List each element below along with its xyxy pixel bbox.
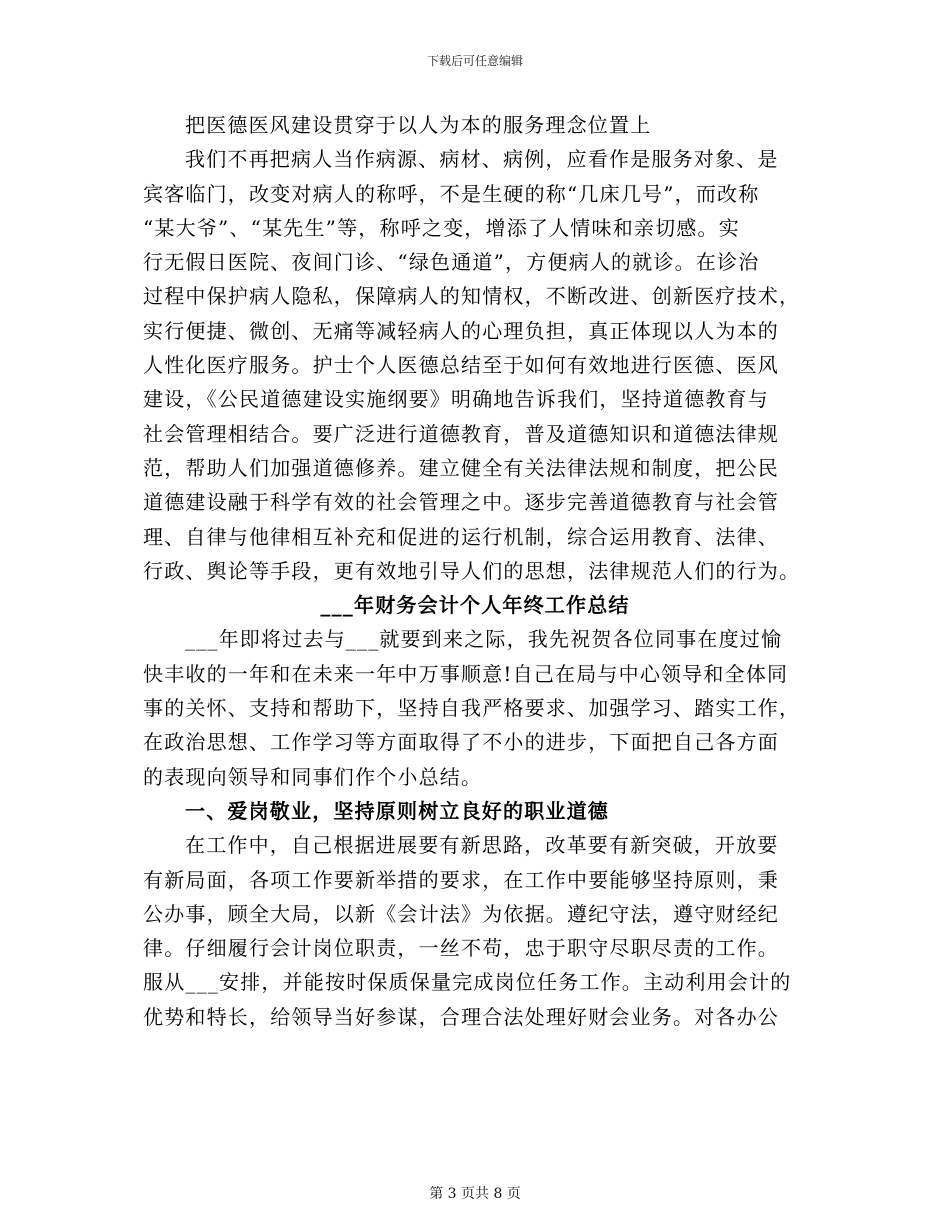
text-line: 建设，《公民道德建设实施纲要》明确地告诉我们，坚持道德教育与	[143, 387, 769, 412]
text-line: 行政、舆论等手段，更有效地引导人们的思想，法律规范人们的行为。	[143, 558, 801, 583]
text-line: 的表现向领导和同事们作个小总结。	[143, 764, 483, 789]
text-line: 宾客临门，改变对病人的称呼，不是生硬的称“几床几号”，而改称	[143, 181, 760, 206]
document-body	[143, 108, 807, 1034]
text-line: 有新局面，各项工作要新举措的要求，在工作中要能够坚持原则，秉	[143, 867, 779, 892]
text-line: 律。仔细履行会计岗位职责，一丝不苟，忠于职守尽职尽责的工作。	[143, 936, 779, 961]
text-line: 行无假日医院、夜间门诊、“绿色通道”，方便病人的就诊。在诊治	[143, 250, 760, 275]
paragraph-heading: 把医德医风建设贯穿于以人为本的服务理念位置上	[185, 113, 652, 137]
text-line: 在工作中，自己根据进展要有新思路，改革要有新突破，开放要	[185, 833, 779, 858]
text-line: 社会管理相结合。要广泛进行道德教育，普及道德知识和道德法律规	[143, 421, 779, 446]
text-line: 在政治思想、工作学习等方面取得了不小的进步，下面把自己各方面	[143, 730, 779, 755]
text-line: 实行便捷、微创、无痛等减轻病人的心理负担，真正体现以人为本的	[143, 318, 779, 343]
text-line: 我们不再把病人当作病源、病材、病例，应看作是服务对象、是	[185, 147, 779, 172]
text-line: 范，帮助人们加强道德修养。建立健全有关法律法规和制度，把公民	[143, 455, 779, 480]
page-number: 第 3 页共 8 页	[429, 1186, 521, 1202]
text-line: 优势和特长，给领导当好参谋，合理合法处理好财会业务。对各办公	[143, 1004, 779, 1029]
section-title: ___年财务会计个人年终工作总结	[320, 593, 630, 618]
text-line: 公办事，顾全大局，以新《会计法》为依据。遵纪守法，遵守财经纪	[143, 901, 779, 926]
text-line: 人性化医疗服务。护士个人医德总结至于如何有效地进行医德、医风	[143, 353, 779, 378]
page-header: 下载后可任意编辑	[426, 54, 523, 68]
text-line: “某大爷”、“某先生”等，称呼之变，增添了人情味和亲切感。实	[143, 215, 740, 240]
text-line: 过程中保护病人隐私，保障病人的知情权，不断改进、创新医疗技术，	[143, 284, 801, 309]
text-line: 服从___安排，并能按时保质保量完成岗位任务工作。主动利用会计的	[143, 970, 792, 995]
text-line: 事的关怀、支持和帮助下，坚持自我严格要求、加强学习、踏实工作，	[143, 696, 801, 721]
text-line: 理、自律与他律相互补充和促进的运行机制，综合运用教育、法律、	[143, 524, 779, 549]
text-line: 道德建设融于科学有效的社会管理之中。逐步完善道德教育与社会管	[143, 490, 779, 515]
text-line: 快丰收的一年和在未来一年中万事顺意!自己在局与中心领导和全体同	[143, 661, 789, 686]
text-line: ___年即将过去与___就要到来之际，我先祝贺各位同事在度过愉	[185, 627, 783, 652]
subsection-heading: 一、爱岗敬业，坚持原则树立良好的职业道德	[185, 798, 609, 823]
